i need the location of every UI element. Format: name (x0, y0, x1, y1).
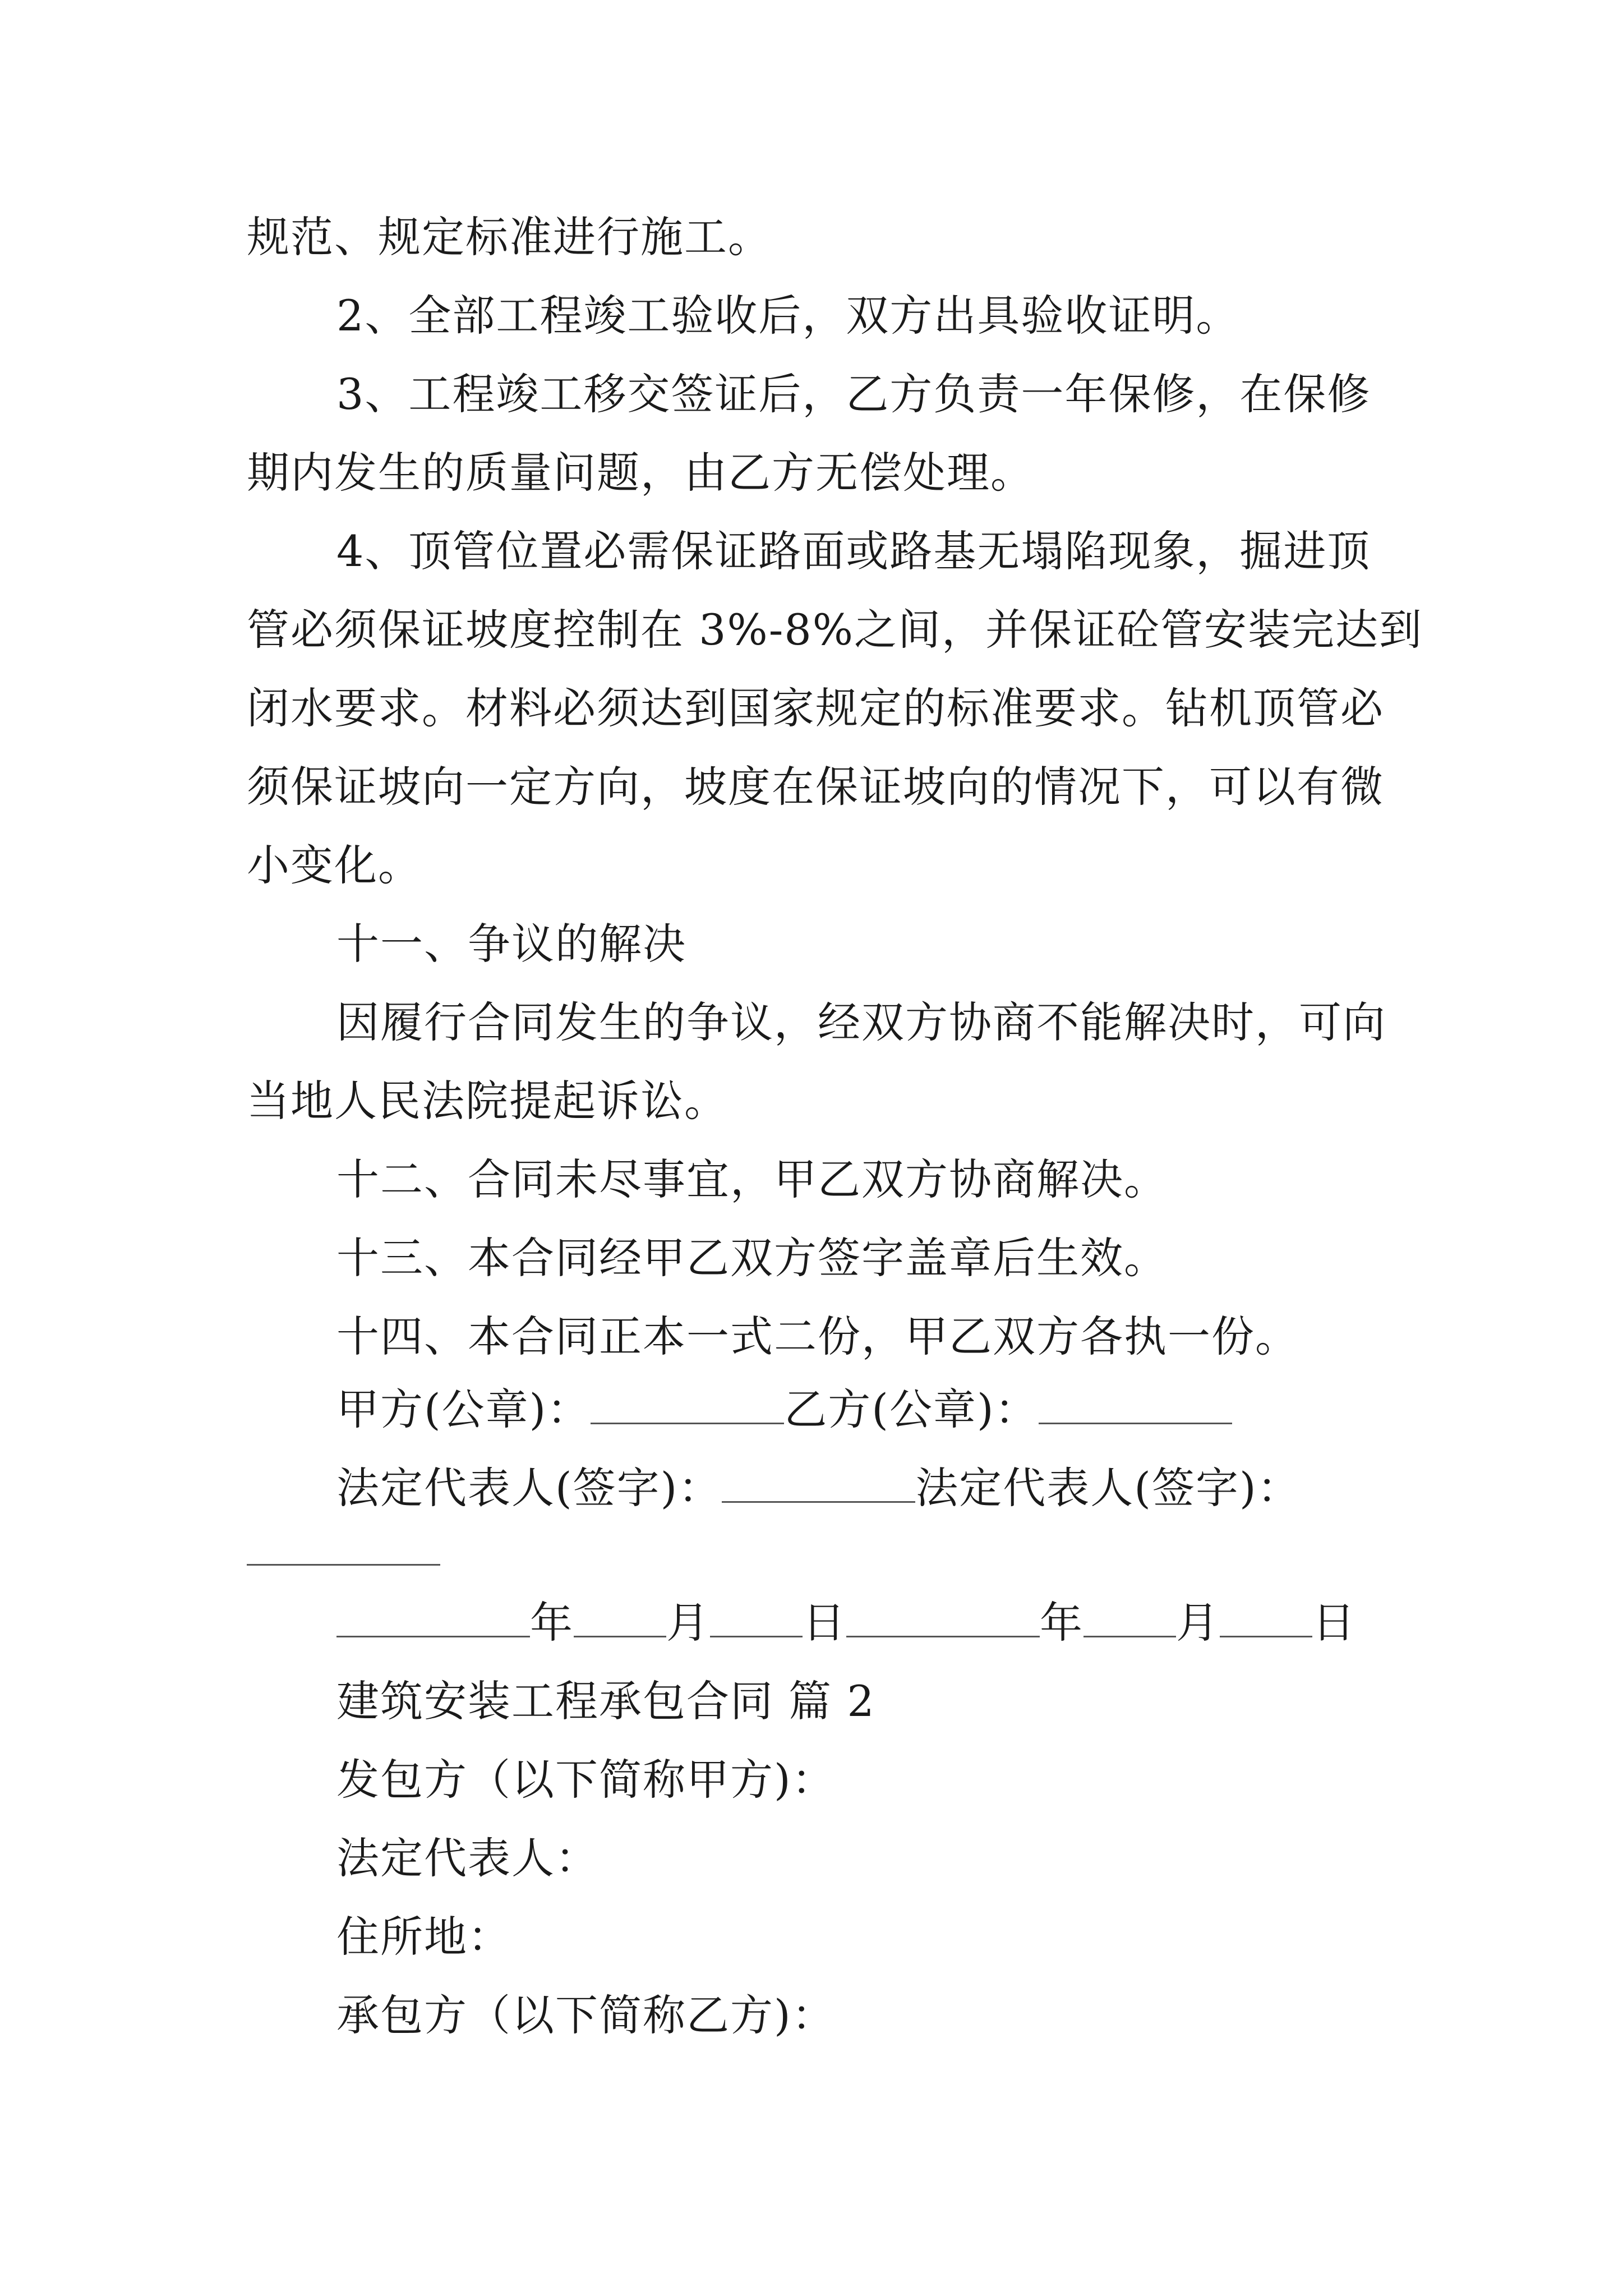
rep-b-label: 法定代表人(签字)： (915, 1463, 1301, 1513)
month-label: 月 (1176, 1598, 1220, 1648)
month-label: 月 (666, 1598, 710, 1648)
paragraph-line: 2、全部工程竣工验收后，双方出具验收证明。 (336, 291, 1240, 341)
paragraph-line: 闭水要求。材料必须达到国家规定的标准要求。钻机顶管必 (247, 683, 1384, 733)
paragraph-line: 十二、合同未尽事宜，甲乙双方协商解决。 (336, 1154, 1168, 1204)
party-a-seal-label: 甲方(公章)： (336, 1384, 591, 1434)
rep-a-blank[interactable] (722, 1467, 915, 1503)
paragraph-line: 规范、规定标准进行施工。 (247, 212, 772, 262)
paragraph-line: 须保证坡向一定方向，坡度在保证坡向的情况下，可以有微 (247, 762, 1384, 812)
party-a-seal-blank[interactable] (591, 1389, 784, 1424)
section-heading: 十一、争议的解决 (336, 919, 686, 969)
paragraph-line: 因履行合同发生的争议，经双方协商不能解决时，可向 (336, 997, 1386, 1047)
paragraph-line: 4、顶管位置必需保证路面或路基无塌陷现象，掘进顶 (336, 526, 1371, 576)
employer-line: 发包方（以下简称甲方)： (336, 1755, 836, 1805)
day-a-blank[interactable] (710, 1602, 803, 1637)
paragraph-line: 3、工程竣工移交签证后，乙方负责一年保修，在保修 (336, 369, 1371, 419)
address-line: 住所地： (336, 1912, 511, 1962)
paragraph-line: 管必须保证坡度控制在 3%-8%之间，并保证砼管安装完达到 (247, 605, 1423, 655)
day-b-blank[interactable] (1220, 1602, 1312, 1637)
year-b-blank[interactable] (846, 1602, 1040, 1637)
year-label: 年 (530, 1598, 574, 1648)
day-label: 日 (803, 1598, 846, 1648)
party-b-seal-blank[interactable] (1039, 1389, 1232, 1424)
paragraph-line: 当地人民法院提起诉讼。 (247, 1076, 728, 1126)
seal-row (336, 1383, 1232, 1437)
paragraph-line: 十四、本合同正本一式二份，甲乙双方各执一份。 (336, 1312, 1299, 1361)
date-row (336, 1596, 1356, 1650)
rep-b-blank[interactable] (247, 1564, 440, 1566)
month-b-blank[interactable] (1083, 1602, 1176, 1637)
month-a-blank[interactable] (574, 1602, 666, 1637)
rep-row (336, 1461, 1301, 1515)
year-a-blank[interactable] (336, 1602, 530, 1637)
year-label: 年 (1040, 1598, 1083, 1648)
paragraph-line: 期内发生的质量问题，由乙方无偿处理。 (247, 448, 1034, 498)
rep-a-label: 法定代表人(签字)： (336, 1463, 722, 1513)
paragraph-line: 小变化。 (247, 840, 422, 890)
legal-rep-line: 法定代表人： (336, 1833, 599, 1883)
section-title: 建筑安装工程承包合同 篇 2 (336, 1676, 875, 1726)
paragraph-line: 十三、本合同经甲乙双方签字盖章后生效。 (336, 1233, 1168, 1283)
contractor-line: 承包方（以下简称乙方)： (336, 1990, 836, 2040)
day-label: 日 (1312, 1598, 1356, 1648)
party-b-seal-label: 乙方(公章)： (784, 1384, 1039, 1434)
